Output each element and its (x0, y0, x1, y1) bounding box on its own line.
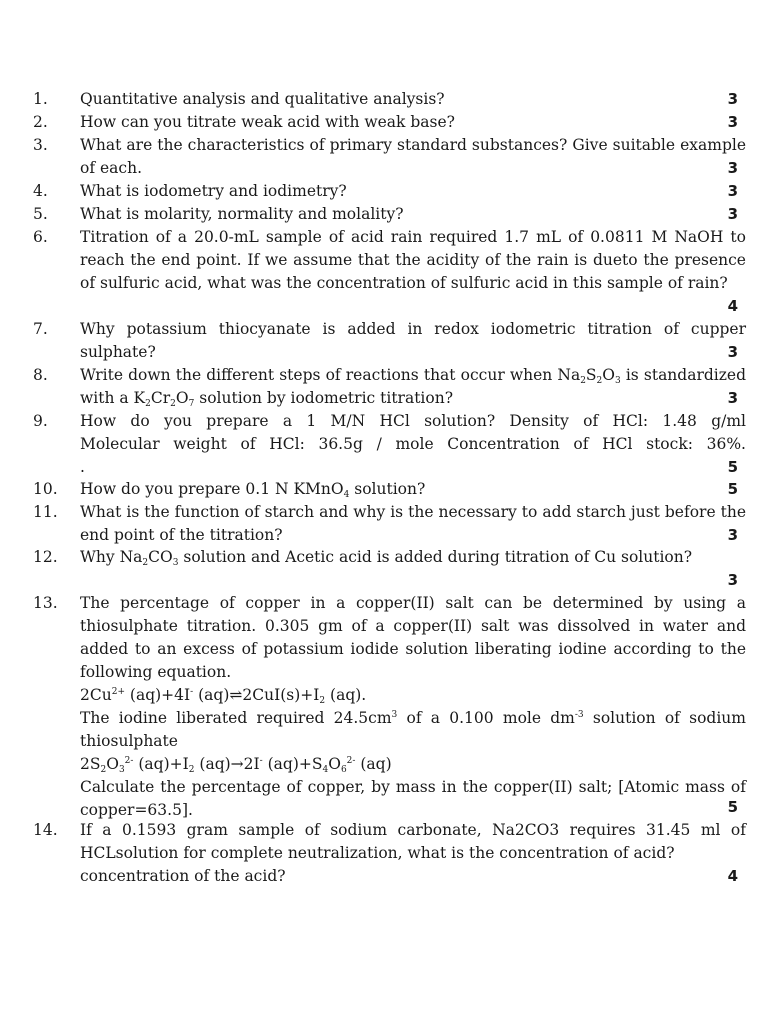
question-text: Titration of a 20.0-mL sample of acid rain required 1.7 mL of 0.0811 M NaOH to reach the end point. If we assume that the acidity of the rain is dueto the presence of sulfuric acid, what was the concentration of sulfuric acid in this sample of rain? (80, 228, 746, 292)
question-marks: 3 (727, 205, 738, 223)
question-number: 8. (33, 366, 48, 384)
formula-potassium-permanganate: KMnO$_4$ (293, 480, 350, 500)
question-marks: 5 (727, 798, 738, 816)
question-text: Quantitative analysis and qualitative analysis? (80, 90, 445, 108)
question-number: 13. (33, 594, 58, 612)
question-text: Write down the different steps of reactions that occur when $Na_2S_2O_3$ is standardized with a $K_2Cr_2O_7$ solution by iodometric titration? (80, 366, 747, 409)
formula-potassium-dichromate: $K_2Cr_2O_7$ (133, 389, 195, 409)
equation-thiosulphate-iodine: $2S_2O_3^{2-}$ $(aq)+I_2$ (aq)→2I- $(aq)+S_4O_6^{2-}$ (aq) (80, 755, 392, 775)
question-text: Why $Na_2CO_3$ solution and Acetic acid is added during titration of Cu solution? (80, 548, 693, 568)
question-text: How can you titrate weak acid with weak base? (80, 113, 455, 131)
question-text: What are the characteristics of primary standard substances? Give suitable example of each. (80, 136, 746, 177)
question-marks: 3 (727, 526, 738, 544)
question-number: 2. (33, 113, 48, 131)
question-text: Why potassium thiocyanate is added in redox iodometric titration of cupper sulphate? (80, 320, 746, 361)
question-number: 11. (33, 503, 58, 521)
question-marks: 5 (727, 458, 738, 476)
question-number: 14. (33, 821, 58, 839)
question-number: 10. (33, 480, 58, 498)
question-marks: 5 (727, 480, 738, 498)
question-marks: 3 (727, 343, 738, 361)
formula-sodium-thiosulphate: $Na_2S_2O_3$ (557, 366, 621, 386)
question-marks: 3 (727, 182, 738, 200)
question-text: What is molarity, normality and molality? (80, 205, 404, 223)
question-number: 12. (33, 548, 58, 566)
question-number: 6. (33, 228, 48, 246)
formula-sodium-carbonate: $Na_2CO_3$ (119, 548, 179, 568)
question-marks: 4 (727, 297, 738, 315)
question-text: The percentage of copper in a copper(II) salt can be determined by using a thiosulphate titration. 0.305 gm of a copper(II) salt was dissolved in water and added to an excess of potassium iodide solution liberating iodine according to the following equation. $2Cu^{2+}$ (aq)+4I- $(aq)\rightleftharpoons 2CuI(s)+I_2$ (aq). The iodine liberated required $24.5cm^3$ of a 0.100 mole $dm^{-3}$ solution of sodium thiosulphate $2S_2O_3^{2-}$ $(aq)+I_2$ (aq)→2I- $(aq)+S_4O_6^{2-}$ (aq) Calculate the percentage of copper, by mass in the copper(II) salt; [Atomic mass of copper=63.5]. (80, 594, 746, 819)
question-text: If a 0.1593 gram sample of sodium carbonate, Na2CO3 requires 31.45 ml of HCLsolution for complete neutralization, what is the concentration of acid? concentration of the acid? (80, 821, 746, 885)
question-number: 9. (33, 412, 48, 430)
question-number: 5. (33, 205, 48, 223)
question-marks: 4 (727, 867, 738, 885)
question-text: What is iodometry and iodimetry? (80, 182, 347, 200)
question-text: What is the function of starch and why is the necessary to add starch just before the end point of the titration? (80, 503, 746, 544)
question-text: How do you prepare 0.1 N KMnO$_4$ solution? (80, 480, 426, 500)
question-marks: 3 (727, 90, 738, 108)
question-number: 3. (33, 136, 48, 154)
question-marks: 3 (727, 113, 738, 131)
question-number: 1. (33, 90, 48, 108)
equation-copper-iodide: $2Cu^{2+}$ (aq)+4I- $(aq)\rightleftharpoons 2CuI(s)+I_2$ (aq). (80, 686, 367, 706)
question-text: How do you prepare a 1 M/N HCl solution? Density of HCl: 1.48 g/ml Molecular weight of HCl: 36.5g / mole Concentration of HCl stock: 36%. . (80, 412, 746, 476)
question-marks: 3 (727, 389, 738, 407)
question-marks: 3 (727, 571, 738, 589)
question-marks: 3 (727, 159, 738, 177)
question-number: 4. (33, 182, 48, 200)
question-number: 7. (33, 320, 48, 338)
